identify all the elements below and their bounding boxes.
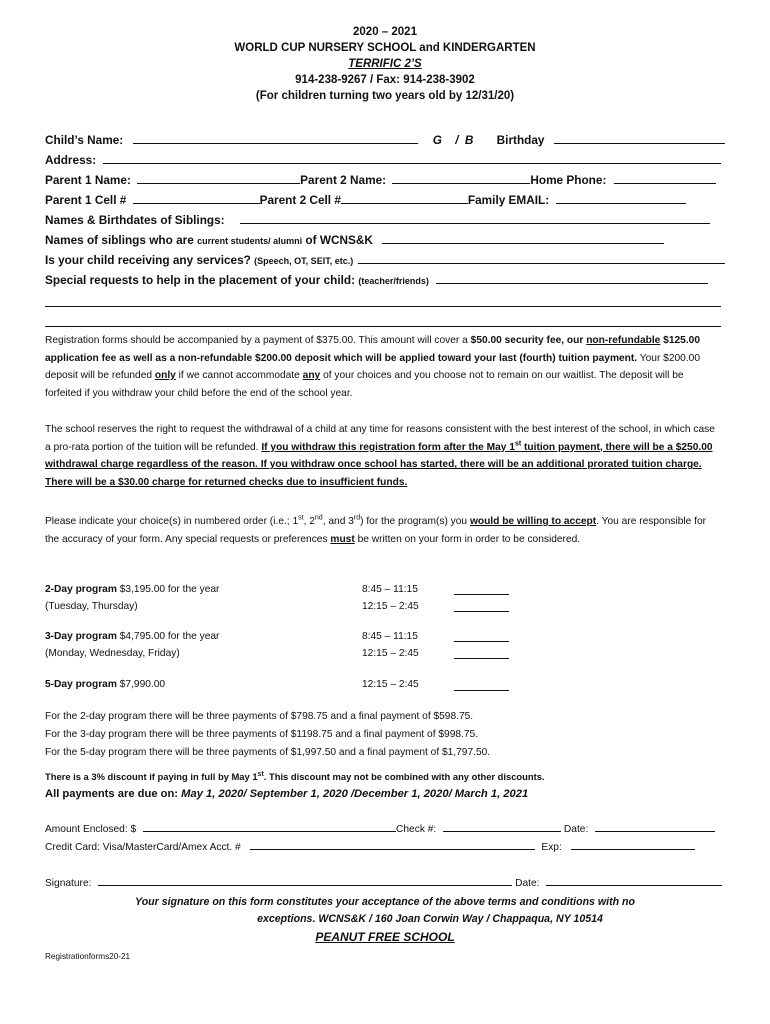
child-name-label: Child’s Name: xyxy=(45,133,124,147)
program-2day-pm-time: 12:15 – 2:45 xyxy=(362,600,419,612)
parent2-label: Parent 2 Name: xyxy=(300,173,387,187)
amount-row xyxy=(45,822,715,838)
special-requests-note: (teacher/friends) xyxy=(358,276,429,286)
special-requests-line-3[interactable] xyxy=(45,326,721,327)
signature-row xyxy=(45,876,722,892)
due-dates-label: All payments are due on: xyxy=(45,788,182,800)
payment-text-4: $125.00 application fee as well as a non-refundable $200.00 deposit which will be applied toward your last (fourth) tuition payment. xyxy=(45,335,700,364)
payment-terms-paragraph xyxy=(45,332,723,402)
form-code: Registrationforms20-21 xyxy=(45,952,131,961)
payment-text-1: Registration forms should be accompanied by a payment of $375.00. This amount will cover a xyxy=(45,335,471,346)
amount-field[interactable] xyxy=(143,822,396,832)
school-phone: 914-238-9267 / Fax: 914-238-3902 xyxy=(295,74,475,86)
gender-separator: / xyxy=(455,133,459,147)
home-phone-field[interactable] xyxy=(614,174,716,184)
withdraw-text-2: If you withdraw this registration form after the May 1 xyxy=(261,441,515,453)
program-5day-price: $7,990.00 xyxy=(116,679,166,690)
due-dates xyxy=(45,788,528,800)
school-name: WORLD CUP NURSERY SCHOOL and KINDERGARTEN xyxy=(234,42,536,54)
signature-label: Signature: xyxy=(45,878,92,889)
services-row xyxy=(45,250,725,271)
discount-sup: st xyxy=(257,770,264,778)
siblings-students-label-end: of WCNS&K xyxy=(302,233,373,247)
withdraw-sup: st xyxy=(514,440,522,448)
parent1-cell-field[interactable] xyxy=(133,194,260,204)
discount-text-1: There is a 3% discount if paying in full by May 1 xyxy=(45,771,258,782)
age-note: (For children turning two years old by 12/31/20) xyxy=(255,90,515,102)
amount-label: Amount Enclosed: $ xyxy=(45,824,137,835)
siblings-label: Names & Birthdates of Siblings: xyxy=(45,213,225,227)
address-field[interactable] xyxy=(103,154,721,164)
program-5day-pm-choice[interactable] xyxy=(454,690,509,691)
credit-label: Credit Card: Visa/MasterCard/Amex Acct. # xyxy=(45,842,241,853)
program-3day-pm-time: 12:15 – 2:45 xyxy=(362,647,419,659)
payment-text-7: if we cannot accommodate xyxy=(175,370,303,382)
program-5day-name: 5-Day program xyxy=(45,679,117,690)
program-3day-price: $4,795.00 for the year xyxy=(116,631,220,642)
signature-date-label: Date: xyxy=(515,878,540,889)
due-dates-list: May 1, 2020/ September 1, 2020 /December 1, 2020/ March 1, 2021 xyxy=(181,788,529,800)
parent1-cell-label: Parent 1 Cell # xyxy=(45,193,127,207)
parent2-cell-label: Parent 2 Cell # xyxy=(259,193,341,207)
birthday-field[interactable] xyxy=(554,134,725,144)
program-3day-am-time: 8:45 – 11:15 xyxy=(362,631,418,642)
home-phone-label: Home Phone: xyxy=(530,173,607,187)
gender-g-option[interactable]: G xyxy=(432,133,442,147)
check-label: Check #: xyxy=(396,824,437,835)
payment-3day: For the 3-day program there will be three payments of $1198.75 and a final payment of $998.75. xyxy=(45,729,479,740)
siblings-field[interactable] xyxy=(240,214,710,224)
payment-text-9: of your choices and you choose not to remain on our waitlist. The deposit will be forfeited if you withdraw your child before the end of the school year. xyxy=(45,370,684,399)
program-3day-times xyxy=(362,629,419,662)
form-header xyxy=(0,24,770,104)
program-5day xyxy=(45,677,165,694)
parent2-field[interactable] xyxy=(392,174,530,184)
acceptance-line-1: Your signature on this form constitutes your acceptance of the above terms and conditions with no xyxy=(135,896,635,908)
special-requests-row xyxy=(45,270,725,291)
exp-field[interactable] xyxy=(571,840,695,850)
payment-text-3: non-refundable xyxy=(586,335,661,346)
gender-b-option[interactable]: B xyxy=(464,133,474,147)
parent1-label: Parent 1 Name: xyxy=(45,173,131,187)
program-3day-am-choice[interactable] xyxy=(454,641,509,642)
services-label: Is your child receiving any services? xyxy=(45,253,255,267)
acceptance-line-2: exceptions. WCNS&K / 160 Joan Corwin Way / Chappaqua, NY 10514 xyxy=(257,913,603,925)
payment-text-2: $50.00 security fee, our xyxy=(470,335,587,346)
program-2day-am-choice[interactable] xyxy=(454,594,509,595)
address-row xyxy=(45,150,725,170)
payment-text-5: Your $200.00 deposit will be refunded xyxy=(45,352,700,382)
payment-text-8: any xyxy=(302,370,321,382)
choice-sup-2: nd xyxy=(314,514,323,522)
child-name-row xyxy=(45,130,725,150)
program-2day-am-time: 8:45 – 11:15 xyxy=(362,584,418,595)
siblings-students-label: Names of siblings who are xyxy=(45,233,198,247)
choice-text-5: would be willing to accept xyxy=(469,516,597,527)
siblings-students-row xyxy=(45,230,725,251)
choice-text-2: , 2 xyxy=(303,516,315,527)
credit-row xyxy=(45,840,695,856)
program-2day-days: (Tuesday, Thursday) xyxy=(45,600,138,612)
discount-note xyxy=(45,771,545,782)
payment-schedule xyxy=(45,708,723,762)
family-email-field[interactable] xyxy=(556,194,686,204)
choice-text-7: must xyxy=(330,533,355,545)
payment-2day: For the 2-day program there will be three payments of $798.75 and a final payment of $598.75. xyxy=(45,711,474,722)
special-requests-label: Special requests to help in the placement of your child: xyxy=(45,273,359,287)
check-field[interactable] xyxy=(443,822,561,832)
school-year: 2020 – 2021 xyxy=(353,26,417,38)
cells-row xyxy=(45,190,725,210)
family-email-label: Family EMAIL: xyxy=(467,193,550,207)
program-2day-name: 2-Day program xyxy=(45,584,117,595)
choice-text-3: , and 3 xyxy=(322,516,354,527)
payment-5day: For the 5-day program there will be three payments of $1,997.50 and a final payment of $1,797.50. xyxy=(45,747,491,758)
choice-sup-1: st xyxy=(298,514,304,522)
services-field[interactable] xyxy=(358,254,725,264)
choice-paragraph xyxy=(45,513,723,548)
program-3day-days: (Monday, Wednesday, Friday) xyxy=(45,647,180,659)
choice-sup-3: rd xyxy=(353,514,361,522)
parent2-cell-field[interactable] xyxy=(341,194,468,204)
credit-acct-field[interactable] xyxy=(250,840,535,850)
siblings-students-note: current students/ alumni xyxy=(197,236,303,246)
signature-field[interactable] xyxy=(98,876,512,886)
amount-date-label: Date: xyxy=(563,824,589,835)
discount-text-2: . This discount may not be combined with any other discounts. xyxy=(263,771,545,782)
choice-text-8: be written on your form in order to be considered. xyxy=(354,533,581,545)
program-2day-price: $3,195.00 for the year xyxy=(116,584,220,595)
birthday-label: Birthday xyxy=(496,133,545,147)
withdraw-text-1: The school reserves the right to request the withdrawal of a child at any time for reasons consistent with the best interest of the school, in which case a pro-rata portion of the tuition will be refunded. xyxy=(45,424,715,453)
signature-date-field[interactable] xyxy=(546,876,722,886)
choice-text-4: ) for the program(s) you xyxy=(360,516,470,527)
exp-label: Exp: xyxy=(541,842,562,853)
address-label: Address: xyxy=(45,153,97,167)
peanut-free-notice: PEANUT FREE SCHOOL xyxy=(315,930,455,944)
program-5day-pm-time: 12:15 – 2:45 xyxy=(362,679,419,690)
acceptance-note xyxy=(0,894,770,928)
program-3day-name: 3-Day program xyxy=(45,631,117,642)
child-name-field[interactable] xyxy=(133,134,418,144)
program-5day-times xyxy=(362,677,419,694)
program-2day-times xyxy=(362,582,419,615)
choice-text-6: . You are responsible for the accuracy of your form. Any special requests or preferences xyxy=(45,516,707,545)
special-requests-line-2[interactable] xyxy=(45,306,721,307)
withdraw-text-3: tuition payment, there will be a $250.00 withdrawal charge regardless of the reason. If you withdraw once school has started, there will be an additional prorated tuition charge. There will be a $30.00 charge for returned checks due to insufficient funds. xyxy=(45,441,713,488)
siblings-students-field[interactable] xyxy=(382,234,664,244)
siblings-row xyxy=(45,210,725,230)
parents-row xyxy=(45,170,725,190)
program-name: TERRIFIC 2’S xyxy=(348,58,422,70)
program-3day-pm-choice[interactable] xyxy=(454,658,509,659)
program-2day-pm-choice[interactable] xyxy=(454,611,509,612)
program-2day xyxy=(45,582,219,615)
choice-text-1: Please indicate your choice(s) in numbered order (i.e.; 1 xyxy=(45,516,299,527)
payment-text-6: only xyxy=(154,370,176,382)
amount-date-field[interactable] xyxy=(595,822,715,832)
program-3day xyxy=(45,629,219,662)
withdrawal-paragraph xyxy=(45,421,723,491)
services-note: (Speech, OT, SEIT, etc.) xyxy=(254,256,354,266)
special-requests-field[interactable] xyxy=(436,274,708,284)
parent1-field[interactable] xyxy=(137,174,300,184)
